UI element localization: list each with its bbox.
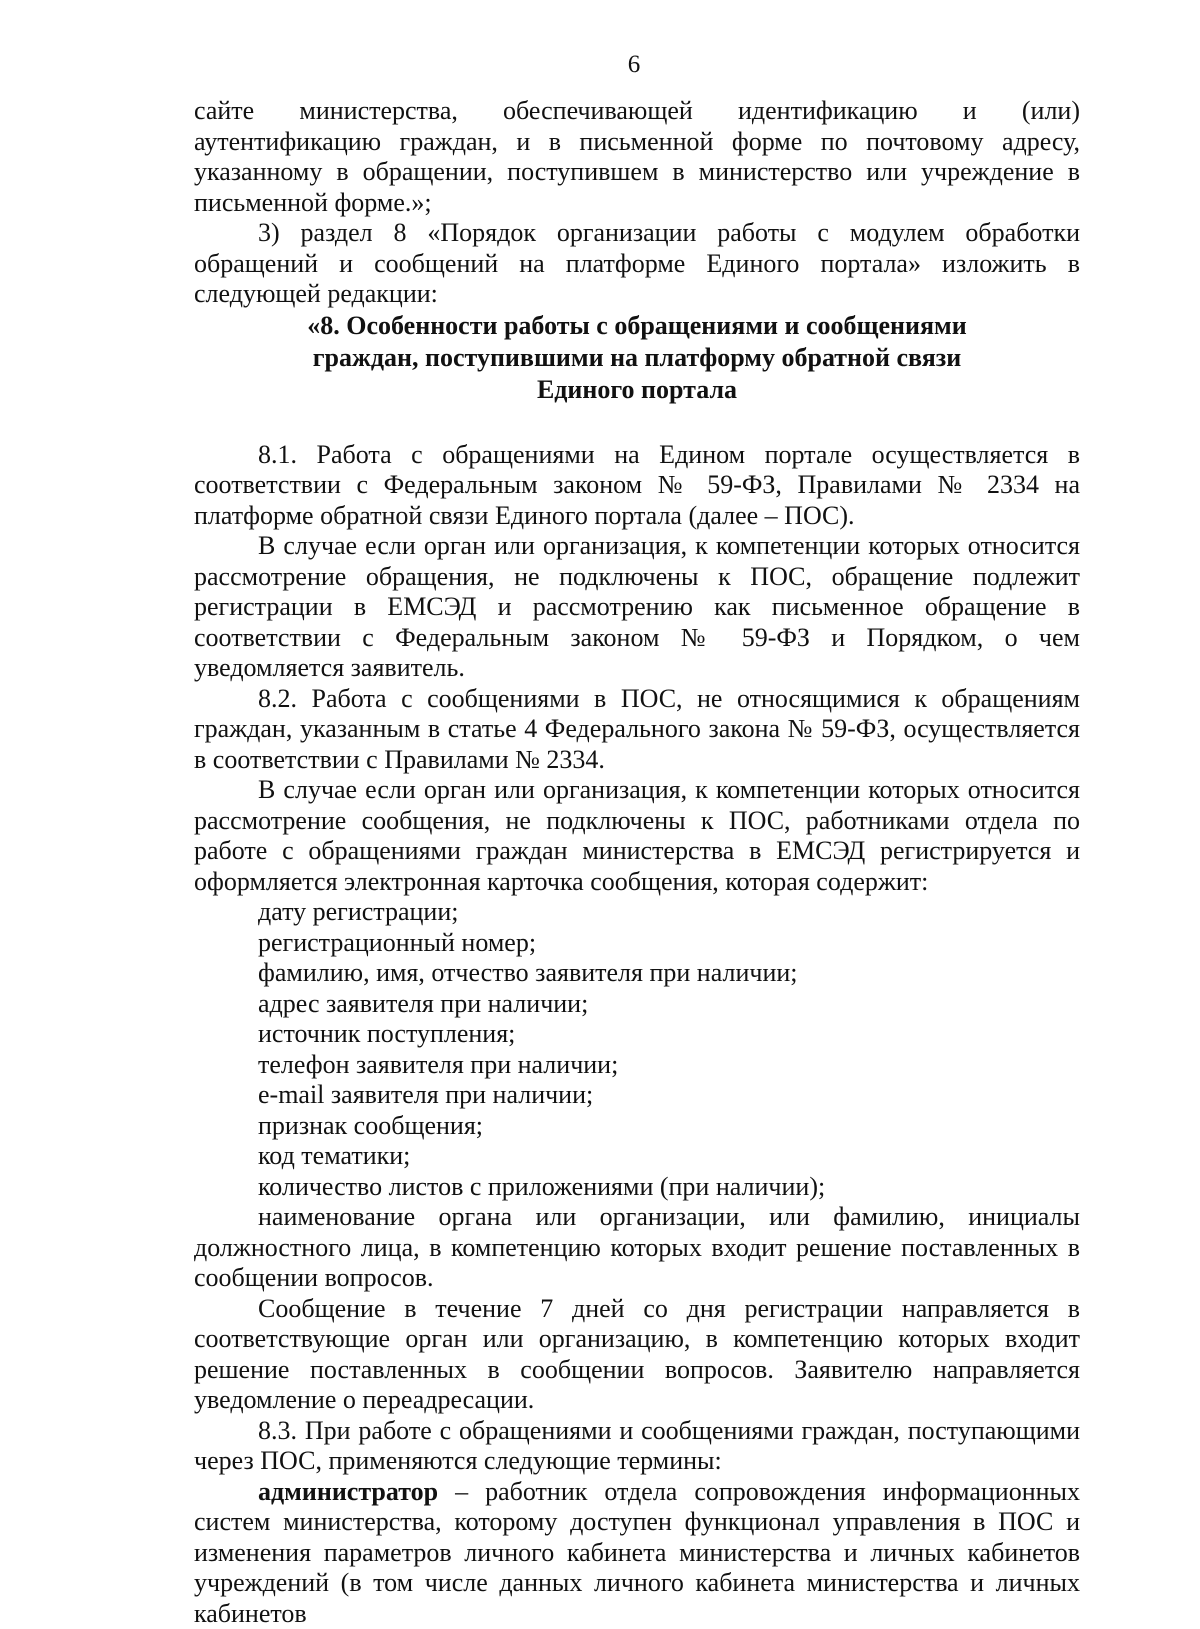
list-item: источник поступления; xyxy=(194,1019,1080,1050)
section-heading-line: Единого портала xyxy=(194,374,1080,406)
list-item: адрес заявителя при наличии; xyxy=(194,989,1080,1020)
paragraph-8-1: 8.1. Работа с обращениями на Едином портале осуществляется в соответствии с Федеральным законом № 59-ФЗ, Правилами № 2334 на платформе обратной связи Единого портала (далее – ПОС). xyxy=(194,440,1080,532)
list-item: e-mail заявителя при наличии; xyxy=(194,1080,1080,1111)
section-heading-line: «8. Особенности работы с обращениями и сообщениями xyxy=(194,310,1080,342)
list-item: фамилию, имя, отчество заявителя при наличии; xyxy=(194,958,1080,989)
page-number: 6 xyxy=(0,50,1200,81)
list-item: признак сообщения; xyxy=(194,1111,1080,1142)
section-heading-line: граждан, поступившими на платформу обратной связи xyxy=(194,342,1080,374)
list-item: количество листов с приложениями (при наличии); xyxy=(194,1172,1080,1203)
paragraph: наименование органа или организации, или фамилию, инициалы должностного лица, в компетенцию которых входит решение поставленных в сообщении вопросов. xyxy=(194,1202,1080,1294)
list-item: телефон заявителя при наличии; xyxy=(194,1050,1080,1081)
section-heading xyxy=(194,310,1080,406)
paragraph: В случае если орган или организация, к компетенции которых относится рассмотрение обращения, не подключены к ПОС, обращение подлежит регистрации в ЕМСЭД и рассмотрению как письменное обращение в соответствии с Федеральным законом № 59-ФЗ и Порядком, о чем уведомляется заявитель. xyxy=(194,531,1080,684)
paragraph: В случае если орган или организация, к компетенции которых относится рассмотрение сообщения, не подключены к ПОС, работниками отдела по работе с обращениями граждан министерства в ЕМСЭД регистрируется и оформляется электронная карточка сообщения, которая содержит: xyxy=(194,775,1080,897)
list-item: регистрационный номер; xyxy=(194,928,1080,959)
term-text: – работник отдела сопровождения информационных систем министерства, которому доступен функционал управления в ПОС и изменения параметров личного кабинета министерства и личных кабинетов учреждений (в том числе данных личного кабинета министерства и личных кабинетов xyxy=(194,1477,1080,1628)
paragraph-amendment: 3) раздел 8 «Порядок организации работы с модулем обработки обращений и сообщений на платформе Единого портала» изложить в следующей редакции: xyxy=(194,218,1080,310)
spacer xyxy=(194,406,1080,440)
document-body xyxy=(194,96,1080,1629)
list-item: код тематики; xyxy=(194,1141,1080,1172)
paragraph-continuation: сайте министерства, обеспечивающей идентификацию и (или) аутентификацию граждан, и в письменной форме по почтовому адресу, указанному в обращении, поступившем в министерство или учреждение в письменной форме.»; xyxy=(194,96,1080,218)
paragraph-8-3: 8.3. При работе с обращениями и сообщениями граждан, поступающими через ПОС, применяются следующие термины: xyxy=(194,1416,1080,1477)
term-name: администратор xyxy=(258,1477,438,1506)
card-fields-list xyxy=(194,897,1080,1202)
list-item: дату регистрации; xyxy=(194,897,1080,928)
paragraph-8-2: 8.2. Работа с сообщениями в ПОС, не относящимися к обращениям граждан, указанным в статье 4 Федерального закона № 59-ФЗ, осуществляется в соответствии с Правилами № 2334. xyxy=(194,684,1080,776)
paragraph: Сообщение в течение 7 дней со дня регистрации направляется в соответствующие орган или организацию, в компетенцию которых входит решение поставленных в сообщении вопросов. Заявителю направляется уведомление о переадресации. xyxy=(194,1294,1080,1416)
